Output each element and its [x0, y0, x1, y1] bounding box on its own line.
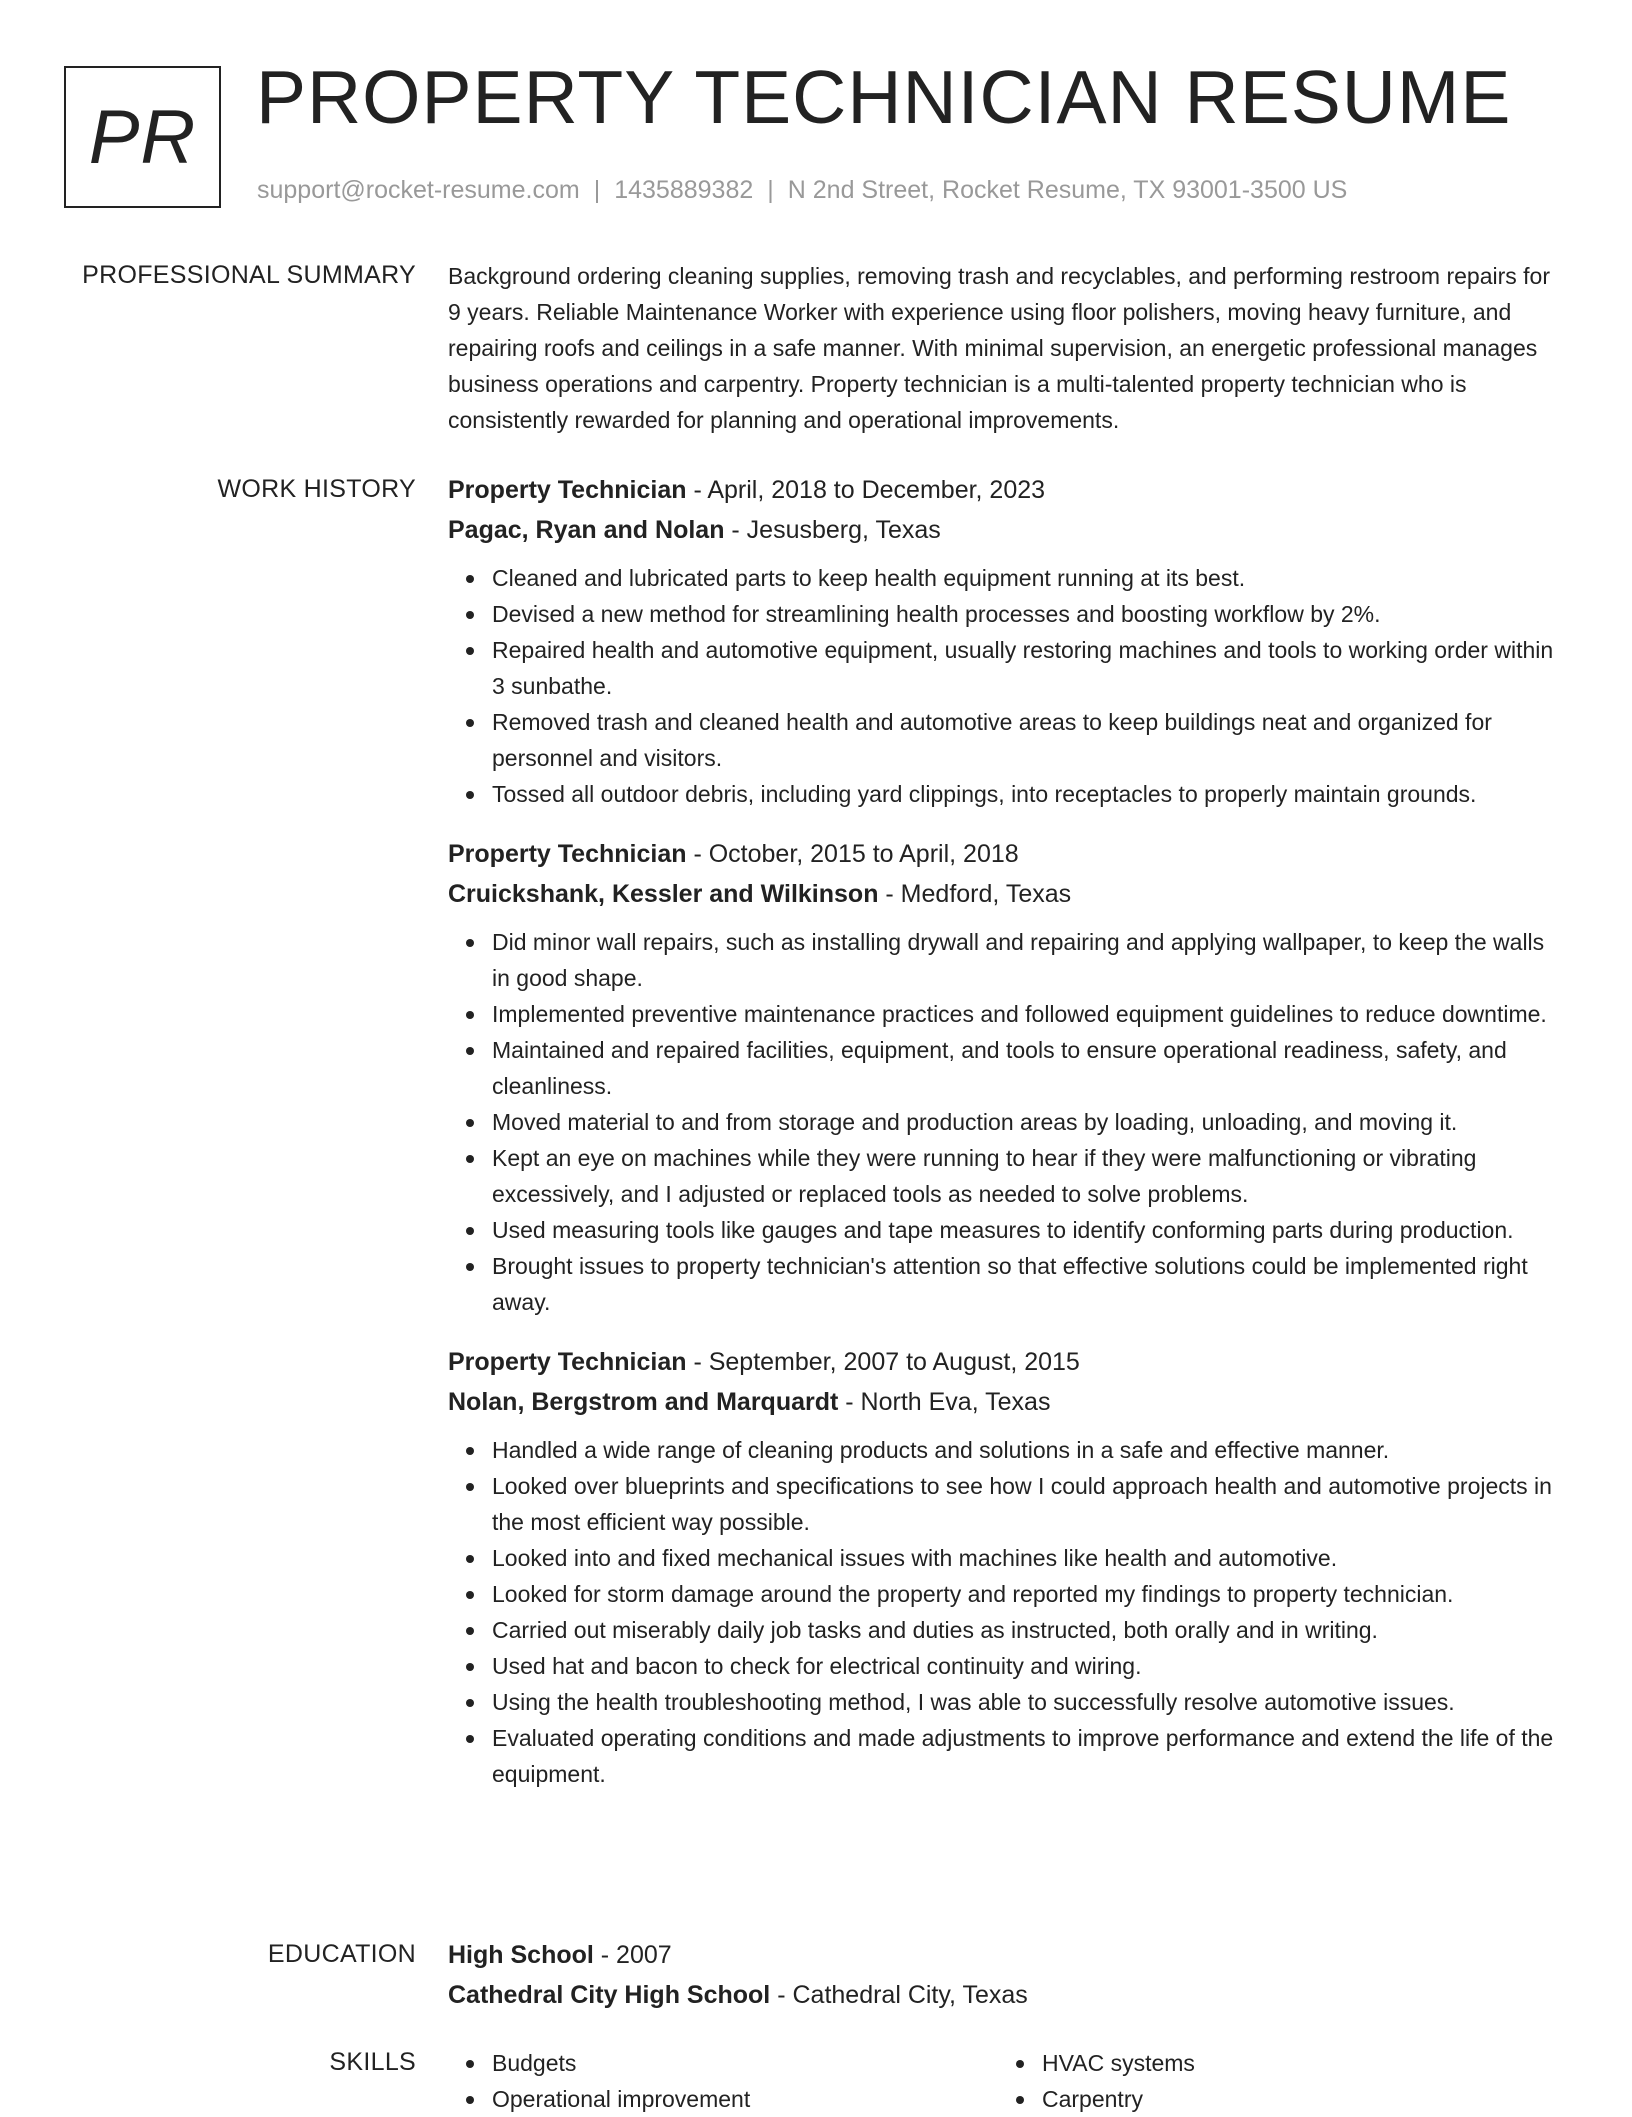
skills-body [448, 2045, 1568, 2117]
contact-email: support@rocket-resume.com [257, 176, 580, 204]
contact-address: N 2nd Street, Rocket Resume, TX 93001-3500 US [787, 176, 1348, 204]
skills-label: SKILLS [329, 2048, 416, 2076]
bullet-item: Used hat and bacon to check for electrical continuity and wiring. [492, 1648, 1568, 1684]
skills-column [448, 2045, 998, 2117]
education-school-line [448, 1975, 1568, 2015]
job-company: Cruickshank, Kessler and Wilkinson [448, 880, 879, 908]
education-degree-line [448, 1935, 1568, 1975]
job-title-line [448, 1342, 1568, 1382]
education-year: - 2007 [593, 1941, 672, 1969]
bullet-item: Tossed all outdoor debris, including yard clippings, into receptacles to properly maintain grounds. [492, 776, 1568, 812]
job-dates: - September, 2007 to August, 2015 [686, 1348, 1080, 1376]
education-school: Cathedral City High School [448, 1981, 771, 2009]
job-company-line [448, 874, 1568, 914]
job-title-line [448, 834, 1568, 874]
job-company: Pagac, Ryan and Nolan [448, 516, 725, 544]
bullet-item: Did minor wall repairs, such as installing drywall and repairing and applying wallpaper, to keep the walls in good shape. [492, 924, 1568, 996]
bullet-item: Cleaned and lubricated parts to keep health equipment running at its best. [492, 560, 1568, 596]
job-company: Nolan, Bergstrom and Marquardt [448, 1388, 839, 1416]
job-bullets [448, 1432, 1568, 1792]
summary-text: Background ordering cleaning supplies, removing trash and recyclables, and performing restroom repairs for 9 years. Reliable Maintenance Worker with experience using floor polishers, moving heavy furniture, and repairing roofs and ceilings in a safe manner. With minimal supervision, an energetic professional manages business operations and carpentry. Property technician is a multi-talented property technician who is consistently rewarded for planning and operational improvements. [448, 263, 1551, 433]
summary-label: PROFESSIONAL SUMMARY [82, 261, 416, 289]
job-location: - Jesusberg, Texas [724, 516, 941, 544]
skills-list [998, 2045, 1548, 2117]
job-company-line [448, 510, 1568, 550]
contact-separator: | [593, 176, 601, 204]
bullet-item: Maintained and repaired facilities, equipment, and tools to ensure operational readiness, safety, and cleanliness. [492, 1032, 1568, 1104]
resume-title: PROPERTY TECHNICIAN RESUME [256, 55, 1512, 139]
skills-list [448, 2045, 998, 2117]
contact-separator: | [767, 176, 774, 204]
work-history-label: WORK HISTORY [217, 475, 416, 503]
job-entry [448, 470, 1568, 812]
monogram: PR [64, 66, 221, 208]
job-title: Property Technician [448, 1348, 687, 1376]
contact-phone: 1435889382 [614, 176, 754, 204]
work-history-body [448, 470, 1568, 1814]
education-body [448, 1935, 1568, 2015]
education-location: - Cathedral City, Texas [770, 1981, 1028, 2009]
bullet-item: Using the health troubleshooting method, I was able to successfully resolve automotive issues. [492, 1684, 1568, 1720]
job-bullets [448, 560, 1568, 812]
bullet-item: Repaired health and automotive equipment, usually restoring machines and tools to working order within 3 sunbathe. [492, 632, 1568, 704]
job-title-line [448, 470, 1568, 510]
skill-item: HVAC systems [1042, 2045, 1548, 2081]
job-location: - Medford, Texas [878, 880, 1072, 908]
bullet-item: Kept an eye on machines while they were running to hear if they were malfunctioning or vibrating excessively, and I adjusted or replaced tools as needed to solve problems. [492, 1140, 1568, 1212]
job-bullets [448, 924, 1568, 1320]
job-dates: - April, 2018 to December, 2023 [686, 476, 1046, 504]
skill-item: Carpentry [1042, 2081, 1548, 2117]
bullet-item: Devised a new method for streamlining health processes and boosting workflow by 2%. [492, 596, 1568, 632]
skills-column [998, 2045, 1548, 2117]
skill-item: Operational improvement [492, 2081, 998, 2117]
job-entry [448, 1342, 1568, 1792]
job-company-line [448, 1382, 1568, 1422]
skill-item: Budgets [492, 2045, 998, 2081]
job-title: Property Technician [448, 840, 687, 868]
bullet-item: Brought issues to property technician's attention so that effective solutions could be implemented right away. [492, 1248, 1568, 1320]
job-location: - North Eva, Texas [838, 1388, 1051, 1416]
bullet-item: Implemented preventive maintenance practices and followed equipment guidelines to reduce downtime. [492, 996, 1568, 1032]
bullet-item: Moved material to and from storage and production areas by loading, unloading, and moving it. [492, 1104, 1568, 1140]
bullet-item: Looked for storm damage around the property and reported my findings to property technician. [492, 1576, 1568, 1612]
job-dates: - October, 2015 to April, 2018 [686, 840, 1019, 868]
job-title: Property Technician [448, 476, 687, 504]
bullet-item: Removed trash and cleaned health and automotive areas to keep buildings neat and organized for personnel and visitors. [492, 704, 1568, 776]
contact-line [257, 176, 1347, 205]
job-entry [448, 834, 1568, 1320]
bullet-item: Looked into and fixed mechanical issues with machines like health and automotive. [492, 1540, 1568, 1576]
bullet-item: Looked over blueprints and specifications to see how I could approach health and automotive projects in the most efficient way possible. [492, 1468, 1568, 1540]
bullet-item: Carried out miserably daily job tasks and duties as instructed, both orally and in writing. [492, 1612, 1568, 1648]
education-label: EDUCATION [267, 1940, 416, 1968]
summary-body [448, 258, 1568, 438]
education-degree: High School [448, 1941, 594, 1969]
bullet-item: Used measuring tools like gauges and tape measures to identify conforming parts during production. [492, 1212, 1568, 1248]
bullet-item: Handled a wide range of cleaning products and solutions in a safe and effective manner. [492, 1432, 1568, 1468]
bullet-item: Evaluated operating conditions and made adjustments to improve performance and extend the life of the equipment. [492, 1720, 1568, 1792]
